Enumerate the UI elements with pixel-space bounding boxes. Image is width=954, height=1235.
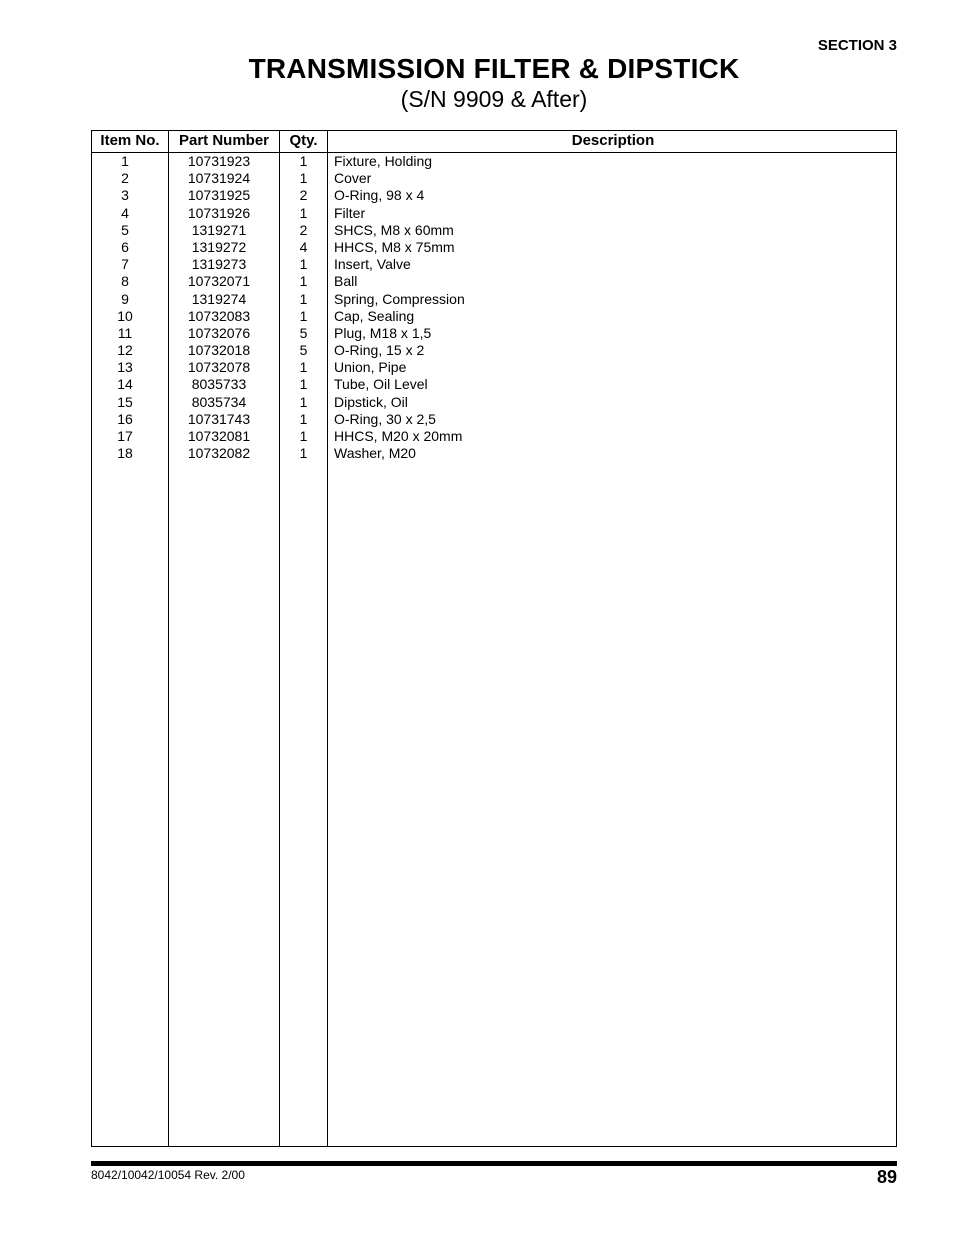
description-cell: Insert, Valve <box>334 256 411 273</box>
item-number-cell: 7 <box>121 256 129 273</box>
table-row <box>92 256 896 273</box>
part-number-cell: 10731743 <box>187 410 251 427</box>
description-cell: O-Ring, 30 x 2,5 <box>334 410 436 427</box>
quantity-cell: 2 <box>299 187 308 204</box>
quantity-cell: 1 <box>299 290 308 307</box>
description-cell: HHCS, M8 x 75mm <box>334 238 455 255</box>
document-reference: 8042/10042/10054 Rev. 2/00 <box>91 1168 245 1182</box>
table-row <box>92 239 896 256</box>
parts-table <box>91 130 897 1147</box>
table-row <box>92 428 896 445</box>
item-number-cell: 1 <box>121 153 129 169</box>
description-cell: Ball <box>334 273 358 290</box>
item-number-cell: 2 <box>121 170 129 187</box>
table-row <box>92 170 896 187</box>
item-number-cell: 8 <box>121 273 129 290</box>
part-number-cell: 10732076 <box>187 324 251 341</box>
part-number-cell: 1319272 <box>191 238 247 255</box>
part-number-cell: 10732018 <box>187 342 251 359</box>
page-title: TRANSMISSION FILTER & DIPSTICK <box>248 53 740 84</box>
item-number-cell: 6 <box>121 238 129 255</box>
quantity-cell: 1 <box>299 445 308 462</box>
quantity-cell: 1 <box>299 153 308 169</box>
item-number-cell: 3 <box>121 187 129 204</box>
description-cell: Washer, M20 <box>334 445 416 462</box>
quantity-cell: 1 <box>299 170 308 187</box>
item-number-cell: 18 <box>117 445 133 462</box>
part-number-cell: 1319271 <box>191 221 247 238</box>
part-number-cell: 10732082 <box>187 445 251 462</box>
part-number-cell: 10732083 <box>187 307 251 324</box>
item-number-cell: 16 <box>117 410 133 427</box>
part-number-cell: 10731924 <box>187 170 251 187</box>
table-row <box>92 359 896 376</box>
description-cell: Union, Pipe <box>334 359 407 376</box>
item-number-cell: 11 <box>117 324 133 341</box>
section-label: SECTION 3 <box>817 37 897 54</box>
quantity-cell: 1 <box>299 204 308 221</box>
quantity-cell: 1 <box>299 307 308 324</box>
footer-rule <box>91 1161 897 1166</box>
part-number-cell: 10731923 <box>187 153 251 169</box>
table-row <box>92 394 896 411</box>
header-item-no: Item No. <box>100 132 160 149</box>
part-number-cell: 1319273 <box>191 256 247 273</box>
item-number-cell: 12 <box>117 342 133 359</box>
description-cell: Tube, Oil Level <box>334 376 428 393</box>
part-number-cell: 1319274 <box>191 290 247 307</box>
header-description: Description <box>571 132 655 149</box>
part-number-cell: 8035734 <box>191 393 247 410</box>
item-number-cell: 5 <box>121 221 129 238</box>
table-row <box>92 308 896 325</box>
description-cell: Cover <box>334 170 372 187</box>
table-header <box>92 131 896 153</box>
part-number-cell: 10732081 <box>187 428 251 444</box>
description-cell: Cap, Sealing <box>334 307 415 324</box>
quantity-cell: 1 <box>299 376 308 393</box>
table-row <box>92 187 896 204</box>
table-row <box>92 291 896 308</box>
table-row <box>92 153 896 170</box>
item-number-cell: 10 <box>117 307 133 324</box>
part-number-cell: 10731925 <box>187 187 251 204</box>
table-row <box>92 376 896 393</box>
table-row <box>92 273 896 290</box>
description-cell: Filter <box>334 204 366 221</box>
quantity-cell: 1 <box>299 359 308 376</box>
table-row <box>92 222 896 239</box>
table-row <box>92 342 896 359</box>
quantity-cell: 2 <box>299 221 308 238</box>
part-number-cell: 10732078 <box>187 359 251 376</box>
table-body <box>92 153 896 462</box>
part-number-cell: 10731926 <box>187 204 251 221</box>
item-number-cell: 13 <box>117 359 133 376</box>
description-cell: O-Ring, 15 x 2 <box>334 342 425 359</box>
table-row <box>92 325 896 342</box>
quantity-cell: 4 <box>299 238 308 255</box>
part-number-cell: 8035733 <box>191 376 247 393</box>
quantity-cell: 1 <box>299 410 308 427</box>
header-part-number: Part Number <box>178 132 270 149</box>
quantity-cell: 1 <box>299 393 308 410</box>
quantity-cell: 1 <box>299 428 308 444</box>
part-number-cell: 10732071 <box>187 273 251 290</box>
quantity-cell: 1 <box>299 256 308 273</box>
quantity-cell: 5 <box>299 342 308 359</box>
page-subtitle: (S/N 9909 & After) <box>400 86 588 112</box>
table-row <box>92 411 896 428</box>
table-row <box>92 445 896 462</box>
description-cell: O-Ring, 98 x 4 <box>334 187 425 204</box>
description-cell: SHCS, M8 x 60mm <box>334 221 454 238</box>
description-cell: Spring, Compression <box>334 290 465 307</box>
table-row <box>92 205 896 222</box>
quantity-cell: 1 <box>299 273 308 290</box>
description-cell: Fixture, Holding <box>334 153 433 169</box>
item-number-cell: 17 <box>117 428 133 444</box>
header-qty: Qty. <box>289 132 318 149</box>
item-number-cell: 15 <box>117 393 133 410</box>
item-number-cell: 4 <box>121 204 129 221</box>
description-cell: Plug, M18 x 1,5 <box>334 324 432 341</box>
page-number: 89 <box>876 1167 897 1187</box>
description-cell: Dipstick, Oil <box>334 393 408 410</box>
item-number-cell: 14 <box>117 376 133 393</box>
description-cell: HHCS, M20 x 20mm <box>334 428 463 444</box>
quantity-cell: 5 <box>299 324 308 341</box>
item-number-cell: 9 <box>121 290 129 307</box>
